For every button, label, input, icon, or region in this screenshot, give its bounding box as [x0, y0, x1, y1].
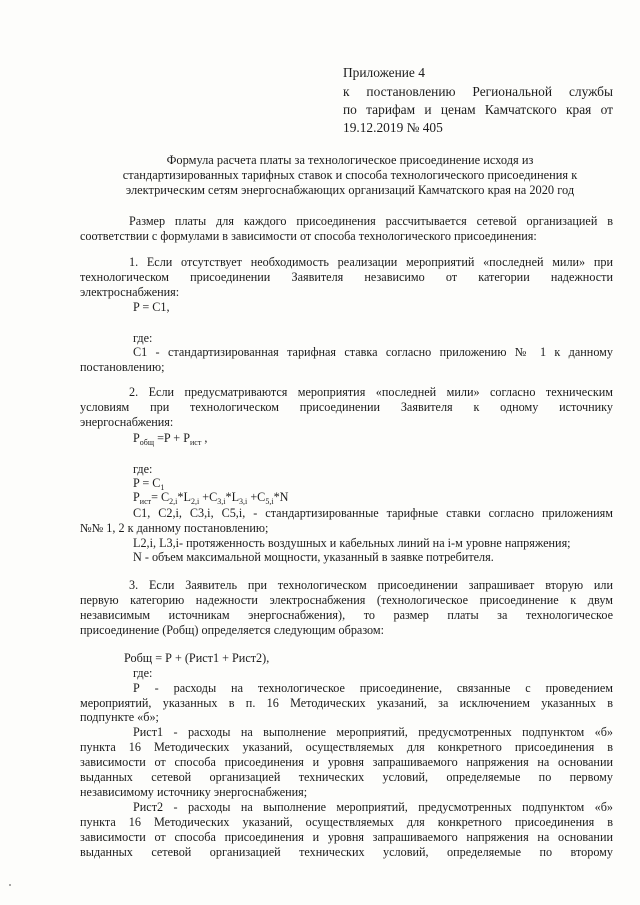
item2-line-2: условиям при технологическом присоединении Заявителя к одному источнику	[80, 400, 613, 414]
item3-p-line-1: Р - расходы на технологическое присоединение, связанные с проведением	[133, 681, 613, 695]
item1-formula: P = C1,	[133, 300, 170, 314]
item3-line-1: 3. Если Заявитель при технологическом присоединении запрашивает вторую или	[129, 578, 613, 592]
item3-line-2: первую категорию надежности электроснабжения (технологическое присоединение к двум	[80, 593, 613, 607]
appendix-line-4: 19.12.2019 № 405	[343, 120, 443, 135]
item3-r1-line-5: независимому источнику энергоснабжения;	[80, 785, 308, 799]
item3-p-line-3: подпункте «б»;	[80, 710, 159, 724]
item3-r2-line-2: пункта 16 Методических указаний, осуществляемых для конкретного присоединения в	[80, 815, 613, 829]
item1-line-1: 1. Если отсутствует необходимость реализации мероприятий «последней мили» при	[129, 255, 613, 269]
item3-r2-line-4: выданных сетевой организацией технических условий, определяемые по второму	[80, 845, 613, 859]
item3-formula: Робщ = Р + (Рист1 + Рист2),	[124, 651, 270, 665]
item1-line-2: технологическом присоединении Заявителя независимо от категории надежности	[80, 270, 613, 284]
item2-pist-formula: $P_{ист}= C_{2,i}*L_{2,i} +C_{3,i}*L_{3,i} +C_{5,i}*N$	[133, 490, 289, 506]
item2-c-line-2: №№ 1, 2 к данному постановлению;	[80, 521, 269, 535]
item1-line-3: электроснабжения:	[80, 285, 180, 299]
item2-c-line-1: C1, C2,i, C3,i, C5,i, - стандартизированные тарифные ставки согласно приложениям	[133, 506, 613, 520]
appendix-line-1: Приложение 4	[343, 65, 425, 80]
item3-r1-line-3: зависимости от способа присоединения и уровня запрашиваемого напряжения на основании	[80, 755, 613, 769]
item2-p-formula: $P = C_1$	[133, 476, 165, 492]
item2-n-line: N - объем максимальной мощности, указанный в заявке потребителя.	[133, 550, 494, 564]
appendix-line-2: к постановлению Региональной службы	[343, 84, 613, 99]
item2-where: где:	[133, 462, 153, 476]
item2-line-3: энергоснабжения:	[80, 415, 174, 429]
item3-r1-line-1: Рист1 - расходы на выполнение мероприятий, предусмотренных подпунктом «б»	[133, 725, 613, 739]
appendix-line-3: по тарифам и ценам Камчатского края от	[343, 102, 613, 117]
item3-line-3: независимым источникам энергоснабжения), то размер платы за технологическое	[80, 608, 613, 622]
scan-speck	[9, 884, 11, 886]
item1-c1-line-1: C1 - стандартизированная тарифная ставка согласно приложению № 1 к данному	[133, 345, 613, 359]
item3-r2-line-3: зависимости от способа присоединения и уровня запрашиваемого напряжения на основании	[80, 830, 613, 844]
item1-where: где:	[133, 331, 153, 345]
document-title-line-3: электрическим сетям энергоснабжающих организаций Камчатского края на 2020 год	[125, 183, 575, 197]
item3-line-4: присоединение (Робщ) определяется следующим образом:	[80, 623, 385, 637]
item3-r1-line-4: выданных сетевой организацией технических условий, определяемые по первому	[80, 770, 613, 784]
item3-r2-line-1: Рист2 - расходы на выполнение мероприятий, предусмотренных подпунктом «б»	[133, 800, 613, 814]
intro-line-1: Размер платы для каждого присоединения рассчитывается сетевой организацией в	[129, 214, 613, 228]
item3-p-line-2: мероприятий, указанных в п. 16 Методических указаний, за исключением указанных в	[80, 696, 613, 710]
item1-c1-line-2: постановлению;	[80, 360, 165, 374]
document-title-line-1: Формула расчета платы за технологическое присоединение исходя из	[166, 153, 534, 167]
item3-where: где:	[133, 666, 153, 680]
item2-formula: $P_{общ} =P + P_{ист}$ ,	[133, 431, 208, 447]
item2-l-line: L2,i, L3,i- протяженность воздушных и кабельных линий на i-м уровне напряжения;	[133, 536, 571, 550]
item2-line-1: 2. Если предусматриваются мероприятия «последней мили» согласно техническим	[129, 385, 613, 399]
item3-r1-line-2: пункта 16 Методических указаний, осуществляемых для конкретного присоединения в	[80, 740, 613, 754]
document-title-line-2: стандартизированных тарифных ставок и способа технологического присоединения к	[122, 168, 578, 182]
intro-line-2: соответствии с формулами в зависимости от способа технологического присоединения:	[80, 229, 537, 243]
